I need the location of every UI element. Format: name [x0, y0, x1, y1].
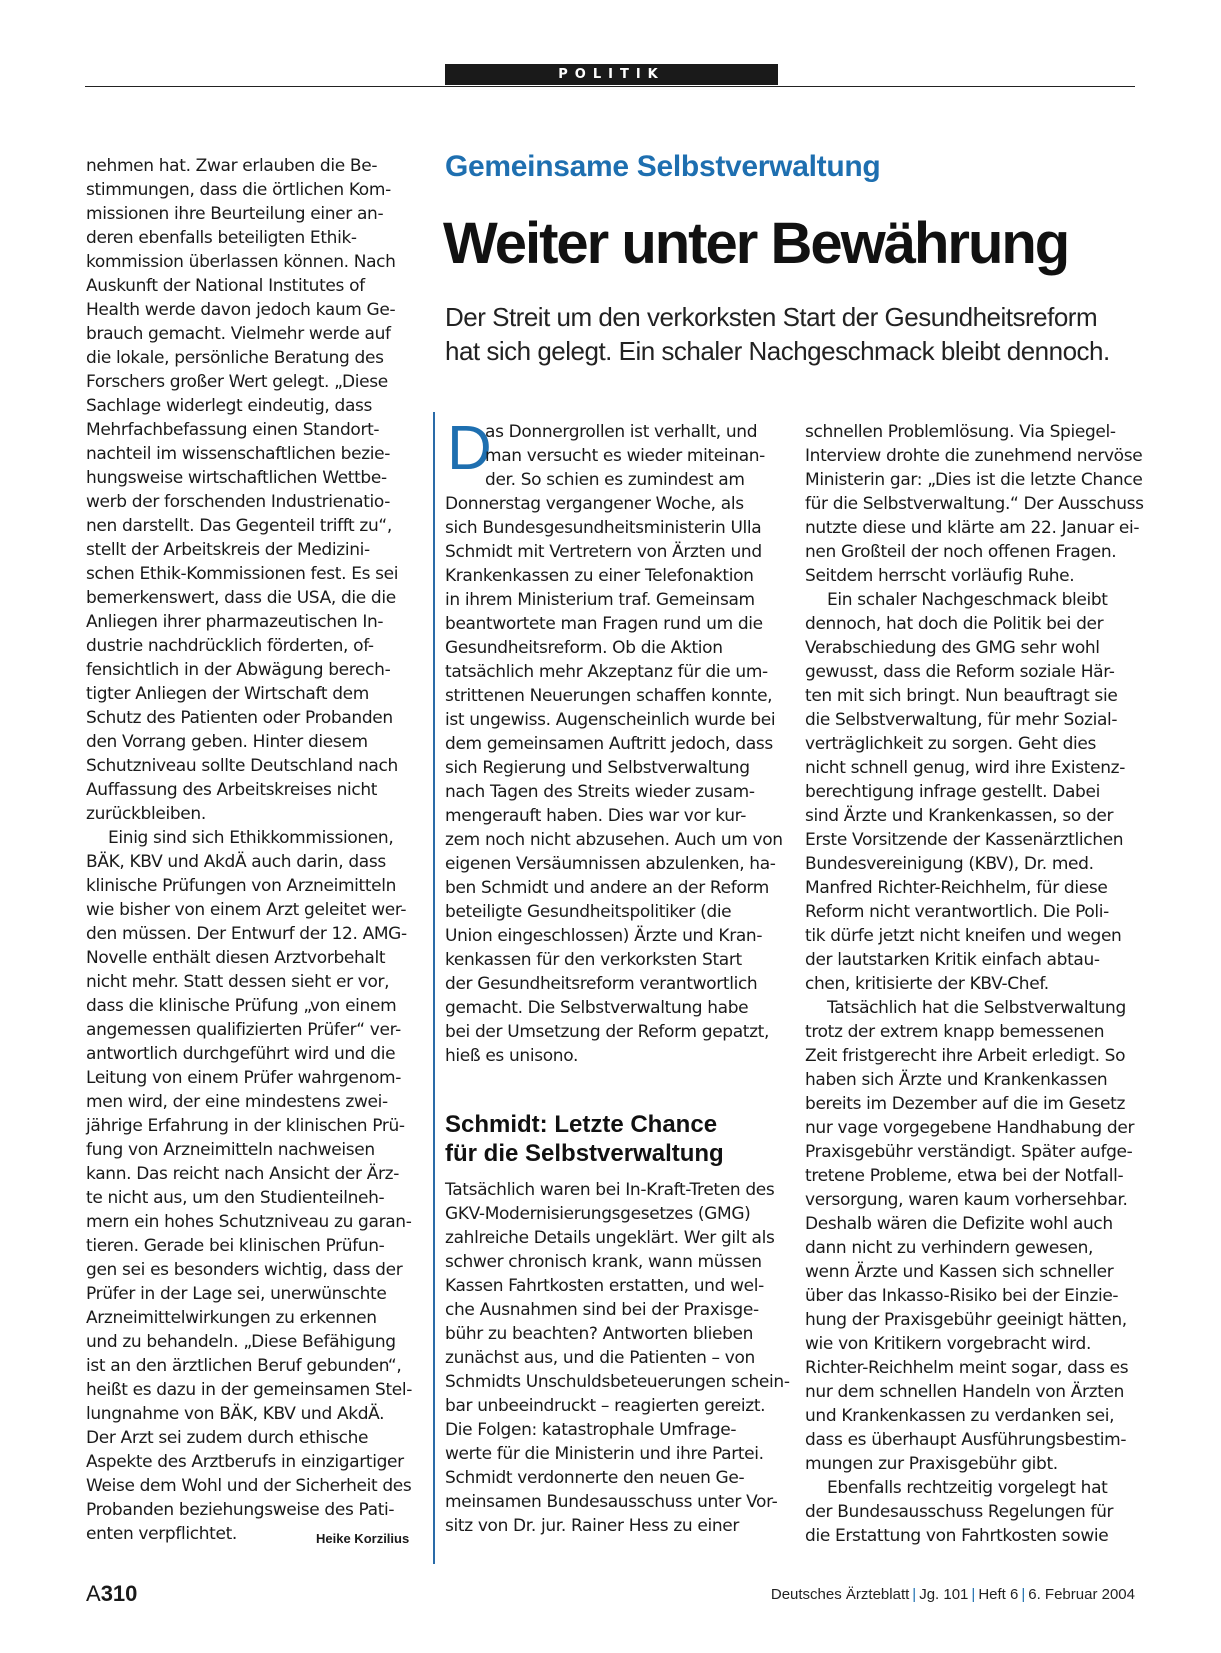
text-line: nen darstellt. Das Gegenteil trifft zu“, — [86, 516, 392, 536]
text-line: Krankenkassen zu einer Telefonaktion — [445, 566, 754, 586]
footer-source: Deutsches Ärzteblatt | Jg. 101 | Heft 6 | 6. Februar 2004 — [770, 1586, 1135, 1603]
text-line: te nicht aus, um den Studienteilneh- — [86, 1188, 385, 1208]
text-line: hungsweise wirtschaftlichen Wettbe- — [86, 468, 387, 488]
text-line: sich Bundesgesundheitsministerin Ulla — [445, 518, 762, 538]
text-line: Manfred Richter-Reichhelm, für diese — [805, 878, 1108, 898]
middle-column — [445, 414, 783, 1068]
text-line: in ihrem Ministerium traf. Gemeinsam — [445, 590, 755, 610]
right-column — [805, 420, 1144, 1548]
text-line: Bundesvereinigung (KBV), Dr. med. — [805, 854, 1094, 874]
text-line: angemessen qualifizierten Prüfer“ ver- — [86, 1020, 401, 1040]
text-line: und Krankenkassen zu verdanken sei, — [805, 1406, 1115, 1426]
middle-column-continued — [445, 1178, 790, 1538]
text-line: Schmidts Unschuldsbeteuerungen schein- — [445, 1372, 790, 1392]
page-number: A310 — [86, 1581, 138, 1606]
text-line: Novelle enthält diesen Arztvorbehalt — [86, 948, 386, 968]
text-line: dass es überhaupt Ausführungsbestim- — [805, 1430, 1127, 1450]
text-line: gemacht. Die Selbstverwaltung habe — [445, 998, 749, 1018]
text-line: nicht mehr. Statt dessen sieht er vor, — [86, 972, 390, 992]
text-line: zahlreiche Details ungeklärt. Wer gilt als — [445, 1228, 775, 1248]
text-line: man versucht es wieder miteinan- — [485, 446, 765, 466]
issue: Heft 6 — [978, 1586, 1019, 1603]
text-line: der lautstarken Kritik einfach abtau- — [805, 950, 1100, 970]
text-line: dem gemeinsamen Auftritt jedoch, dass — [445, 734, 773, 754]
text-line: bei der Umsetzung der Reform gepatzt, — [445, 1022, 770, 1042]
text-line: ben Schmidt und andere an der Reform — [445, 878, 769, 898]
text-line: werte für die Ministerin und ihre Partei. — [445, 1444, 764, 1464]
text-line: hung der Praxisgebühr geeinigt hätten, — [805, 1310, 1127, 1330]
text-line: den müssen. Der Entwurf der 12. AMG- — [86, 924, 407, 944]
text-line: kenkassen für den verkorksten Start — [445, 950, 742, 970]
text-line: tretene Probleme, etwa bei der Notfall- — [805, 1166, 1124, 1186]
text-line: dass die klinische Prüfung „von einem — [86, 996, 397, 1016]
text-line: Probanden beziehungsweise des Pati- — [86, 1500, 395, 1520]
drop-cap: D — [447, 414, 492, 483]
text-line: die Erstattung von Fahrtkosten sowie — [805, 1526, 1109, 1546]
text-line: nutzte diese und klärte am 22. Januar ei- — [805, 518, 1140, 538]
text-line: Kassen Fahrtkosten erstatten, und wel- — [445, 1276, 764, 1296]
text-line: zurückbleiben. — [86, 804, 206, 824]
text-line: schen Ethik-Kommissionen fest. Es sei — [86, 564, 399, 584]
text-line: dennoch, hat doch die Politik bei der — [805, 614, 1104, 634]
text-line: Erste Vorsitzende der Kassenärztlichen — [805, 830, 1124, 850]
text-line: kann. Das reicht nach Ansicht der Ärz- — [86, 1164, 399, 1184]
text-line: die lokale, persönliche Beratung des — [86, 348, 384, 368]
text-line: nach Tagen des Streits wieder zusam- — [445, 782, 755, 802]
text-line: Sachlage widerlegt eindeutig, dass — [86, 396, 373, 416]
text-line: Arzneimittelwirkungen zu erkennen — [86, 1308, 377, 1328]
text-line: Der Arzt sei zudem durch ethische — [86, 1428, 369, 1448]
text-line: bar unbeeindruckt – reagierten gereizt. — [445, 1396, 766, 1416]
text-line: tik dürfe jetzt nicht kneifen und wegen — [805, 926, 1122, 946]
text-line: Forschers großer Wert gelegt. „Diese — [86, 372, 388, 392]
text-line: trotz der extrem knapp bemessenen — [805, 1022, 1105, 1042]
text-line: Verabschiedung des GMG sehr wohl — [805, 638, 1100, 658]
text-line: und zu behandeln. „Diese Befähigung — [86, 1332, 396, 1352]
text-line: Zeit fristgerecht ihre Arbeit erledigt. So — [805, 1046, 1126, 1066]
text-line: meinsamen Bundesausschuss unter Vor- — [445, 1492, 778, 1512]
text-line: schwer chronisch krank, wann müssen — [445, 1252, 762, 1272]
text-line: den Vorrang geben. Hinter diesem — [86, 732, 368, 752]
column-divider — [433, 412, 435, 1564]
text-line: der Bundesausschuss Regelungen für — [805, 1502, 1114, 1522]
deck-line: Der Streit um den verkorksten Start der Gesundheitsreform — [445, 302, 1098, 332]
text-line: Die Folgen: katastrophale Umfrage- — [445, 1420, 737, 1440]
text-line: zem noch nicht abzusehen. Auch um von — [445, 830, 783, 850]
text-line: ist ungewiss. Augenscheinlich wurde bei — [445, 710, 776, 730]
text-line: Ministerin gar: „Dies ist die letzte Chance — [805, 470, 1143, 490]
text-line: wenn Ärzte und Kassen sich schneller — [805, 1262, 1114, 1282]
text-line: deren ebenfalls beteiligten Ethik- — [86, 228, 357, 248]
text-line: antwortlich durchgeführt wird und die — [86, 1044, 396, 1064]
text-line: tigter Anliegen der Wirtschaft dem — [86, 684, 369, 704]
text-line: dustrie nachdrücklich förderten, of- — [86, 636, 374, 656]
text-line: Schmidt mit Vertretern von Ärzten und — [445, 542, 762, 562]
author-name: Heike Korzilius — [316, 1531, 410, 1546]
text-line: che Ausnahmen sind bei der Praxisge- — [445, 1300, 759, 1320]
text-line: nen Großteil der noch offenen Fragen. — [805, 542, 1117, 562]
deck-line: hat sich gelegt. Ein schaler Nachgeschmack bleibt dennoch. — [445, 336, 1110, 366]
issue-date: 6. Februar 2004 — [1028, 1586, 1135, 1603]
article-kicker: Gemeinsame Selbstverwaltung — [445, 150, 881, 183]
text-line: bemerkenswert, dass die USA, die die — [86, 588, 396, 608]
text-line: Leitung von einem Prüfer wahrgenom- — [86, 1068, 401, 1088]
subheading — [445, 1110, 724, 1168]
section-label: POLITIK — [445, 64, 778, 85]
text-line: über das Inkasso-Risiko bei der Einzie- — [805, 1286, 1119, 1306]
text-line: die Selbstverwaltung, für mehr Sozial- — [805, 710, 1118, 730]
text-line: für die Selbstverwaltung.“ Der Ausschuss — [805, 494, 1144, 514]
text-line: dann nicht zu verhindern gewesen, — [805, 1238, 1094, 1258]
text-line: nicht schnell genug, wird ihre Existenz- — [805, 758, 1125, 778]
text-line: zunächst aus, und die Patienten – von — [445, 1348, 755, 1368]
text-line: Aspekte des Arztberufs in einzigartiger — [86, 1452, 404, 1472]
text-line: men wird, der eine mindestens zwei- — [86, 1092, 388, 1112]
text-line: nachteil im wissenschaftlichen bezie- — [86, 444, 391, 464]
text-line: mern ein hohes Schutzniveau zu garan- — [86, 1212, 412, 1232]
text-line: gewusst, dass die Reform soziale Här- — [805, 662, 1115, 682]
text-line: brauch gemacht. Vielmehr werde auf — [86, 324, 391, 344]
text-line: tieren. Gerade bei klinischen Prüfun- — [86, 1236, 385, 1256]
text-line: Schutzniveau sollte Deutschland nach — [86, 756, 398, 776]
text-line: heißt es dazu in der gemeinsamen Stel- — [86, 1380, 413, 1400]
text-line: sitz von Dr. jur. Rainer Hess zu einer — [445, 1516, 740, 1536]
text-line: versorgung, waren kaum vorhersehbar. — [805, 1190, 1128, 1210]
text-line: Health werde davon jedoch kaum Ge- — [86, 300, 396, 320]
subheading-line: für die Selbstverwaltung — [445, 1140, 724, 1167]
text-line: klinische Prüfungen von Arzneimitteln — [86, 876, 397, 896]
volume: Jg. 101 — [919, 1586, 969, 1603]
text-line: kommission überlassen können. Nach — [86, 252, 396, 272]
text-line: Ein schaler Nachgeschmack bleibt — [827, 590, 1108, 610]
text-line: Auskunft der National Institutes of — [86, 276, 365, 296]
text-line: ten mit sich bringt. Nun beauftragt sie — [805, 686, 1118, 706]
text-line: Seitdem herrscht vorläufig Ruhe. — [805, 566, 1075, 586]
text-line: Gesundheitsreform. Ob die Aktion — [445, 638, 723, 658]
text-line: Ebenfalls rechtzeitig vorgelegt hat — [827, 1478, 1108, 1498]
text-line: Schutz des Patienten oder Probanden — [86, 708, 393, 728]
text-line: strittenen Neuerungen schaffen konnte, — [445, 686, 773, 706]
text-line: fensichtlich in der Abwägung berech- — [86, 660, 391, 680]
text-line: Tatsächlich waren bei In-Kraft-Treten des — [445, 1180, 775, 1200]
text-line: Interview drohte die zunehmend nervöse — [805, 446, 1143, 466]
text-line: tatsächlich mehr Akzeptanz für die um- — [445, 662, 768, 682]
text-line: Auffassung des Arbeitskreises nicht — [86, 780, 378, 800]
text-line: mungen zur Praxisgebühr gibt. — [805, 1454, 1058, 1474]
text-line: schnellen Problemlösung. Via Spiegel- — [805, 422, 1116, 442]
text-line: ist an den ärztlichen Beruf gebunden“, — [86, 1356, 402, 1376]
text-line: beteiligte Gesundheitspolitiker (die — [445, 902, 732, 922]
text-line: missionen ihre Beurteilung einer an- — [86, 204, 384, 224]
text-line: nur dem schnellen Handeln von Ärzten — [805, 1382, 1125, 1402]
text-line: Praxisgebühr verständigt. Später aufge- — [805, 1142, 1133, 1162]
text-line: Weise dem Wohl und der Sicherheit des — [86, 1476, 412, 1496]
text-line: wie von Kritikern vorgebracht wird. — [805, 1334, 1091, 1354]
text-line: Donnerstag vergangener Woche, als — [445, 494, 744, 514]
text-line: chen, kritisierte der KBV-Chef. — [805, 974, 1049, 994]
text-line: fung von Arzneimitteln nachweisen — [86, 1140, 375, 1160]
text-line: wie bisher von einem Arzt geleitet wer- — [86, 900, 407, 920]
text-line: nur vage vorgegebene Handhabung der — [805, 1118, 1135, 1138]
article-headline: Weiter unter Bewährung — [443, 211, 1069, 276]
text-line: Schmidt verdonnerte den neuen Ge- — [445, 1468, 745, 1488]
text-line: enten verpflichtet. — [86, 1524, 237, 1544]
text-line: der. So schien es zumindest am — [485, 470, 745, 490]
text-line: sind Ärzte und Krankenkassen, so der — [805, 806, 1114, 826]
text-line: GKV-Modernisierungsgesetzes (GMG) — [445, 1204, 751, 1224]
text-line: Richter-Reichhelm meint sogar, dass es — [805, 1358, 1129, 1378]
text-line: sich Regierung und Selbstverwaltung — [445, 758, 750, 778]
text-line: Mehrfachbefassung einen Standort- — [86, 420, 380, 440]
header-rule — [85, 86, 1135, 87]
text-line: Reform nicht verantwortlich. Die Poli- — [805, 902, 1109, 922]
text-line: BÄK, KBV und AkdÄ auch darin, dass — [86, 852, 386, 872]
text-line: bereits im Dezember auf die im Gesetz — [805, 1094, 1126, 1114]
text-line: der Gesundheitsreform verantwortlich — [445, 974, 758, 994]
text-line: beantwortete man Fragen rund um die — [445, 614, 763, 634]
text-line: lungnahme von BÄK, KBV und AkdÄ. — [86, 1404, 385, 1424]
text-line: Anliegen ihrer pharmazeutischen In- — [86, 612, 384, 632]
article-deck — [445, 300, 1135, 368]
text-line: bühr zu beachten? Antworten blieben — [445, 1324, 754, 1344]
text-line: Union eingeschlossen) Ärzte und Kran- — [445, 926, 763, 946]
text-line: gen sei es besonders wichtig, dass der — [86, 1260, 403, 1280]
text-line: verträglichkeit zu sorgen. Geht dies — [805, 734, 1097, 754]
text-line: eigenen Versäumnissen abzulenken, ha- — [445, 854, 776, 874]
journal-name: Deutsches Ärzteblatt — [770, 1586, 910, 1603]
text-line: nehmen hat. Zwar erlauben die Be- — [86, 156, 378, 176]
text-line: werb der forschenden Industrienatio- — [86, 492, 391, 512]
text-line: berechtigung infrage gestellt. Dabei — [805, 782, 1100, 802]
text-line: Einig sind sich Ethikkommissionen, — [108, 828, 394, 848]
left-column — [86, 154, 420, 1546]
text-line: haben sich Ärzte und Krankenkassen — [805, 1070, 1108, 1090]
subheading-line: Schmidt: Letzte Chance — [445, 1111, 718, 1138]
text-line: as Donnergrollen ist verhallt, und — [485, 422, 758, 442]
text-line: mengerauft haben. Dies war vor kur- — [445, 806, 746, 826]
text-line: Deshalb wären die Defizite wohl auch — [805, 1214, 1113, 1234]
text-line: jährige Erfahrung in der klinischen Prü- — [86, 1116, 405, 1136]
text-line: stellt der Arbeitskreis der Medizini- — [86, 540, 370, 560]
text-line: Prüfer in der Lage sei, unerwünschte — [86, 1284, 387, 1304]
text-line: hieß es unisono. — [445, 1046, 578, 1066]
text-line: Tatsächlich hat die Selbstverwaltung — [827, 998, 1126, 1018]
text-line: stimmungen, dass die örtlichen Kom- — [86, 180, 391, 200]
